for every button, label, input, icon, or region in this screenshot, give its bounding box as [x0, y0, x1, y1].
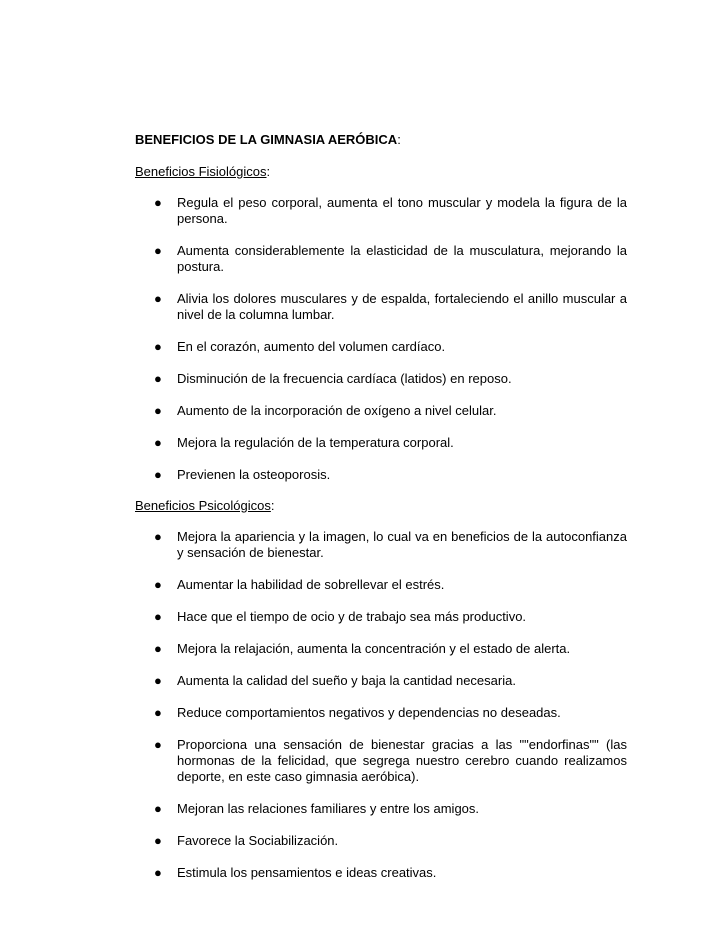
bullet-icon: ● — [154, 371, 162, 386]
list-item — [135, 403, 627, 419]
list-item — [135, 865, 627, 881]
list-item — [135, 371, 627, 387]
section-heading-colon: : — [266, 164, 271, 179]
section-heading-text: Beneficios Psicológicos — [135, 498, 271, 513]
section-heading — [135, 498, 627, 514]
bullet-icon: ● — [154, 833, 162, 848]
list-item — [135, 673, 627, 689]
list-item — [135, 195, 627, 227]
bullet-icon: ● — [154, 339, 162, 354]
bullet-icon: ● — [154, 737, 162, 752]
list-item-text: Proporciona una sensación de bienestar gracias a las ""endorfinas"" (las hormonas de la felicidad, que segrega nuestro cerebro cuando realizamos deporte, en este caso gimnasia aeróbica). — [177, 737, 627, 784]
section-heading-colon: : — [270, 498, 275, 513]
bullet-icon: ● — [154, 865, 162, 880]
section-heading — [135, 164, 627, 180]
bullet-icon: ● — [154, 467, 162, 482]
section-fisiologicos — [135, 164, 627, 483]
bullet-icon: ● — [154, 403, 162, 418]
bullet-icon: ● — [154, 529, 162, 544]
list-item — [135, 737, 627, 785]
list-item-text: Estimula los pensamientos e ideas creativas. — [177, 865, 437, 880]
list-item — [135, 291, 627, 323]
list-item — [135, 529, 627, 561]
bullet-icon: ● — [154, 609, 162, 624]
bullet-list — [135, 195, 627, 483]
bullet-icon: ● — [154, 577, 162, 592]
list-item — [135, 609, 627, 625]
list-item-text: Mejora la apariencia y la imagen, lo cual va en beneficios de la autoconfianza y sensación de bienestar. — [177, 529, 627, 560]
list-item-text: Alivia los dolores musculares y de espalda, fortaleciendo el anillo muscular a nivel de la columna lumbar. — [177, 291, 627, 322]
document-title-text: BENEFICIOS DE LA GIMNASIA AERÓBICA — [135, 132, 398, 147]
list-item-text: Favorece la Sociabilización. — [177, 833, 339, 848]
list-item-text: Aumenta la calidad del sueño y baja la cantidad necesaria. — [177, 673, 516, 688]
bullet-icon: ● — [154, 673, 162, 688]
list-item-text: Aumento de la incorporación de oxígeno a nivel celular. — [177, 403, 497, 418]
section-heading-text: Beneficios Fisiológicos — [135, 164, 267, 179]
list-item — [135, 577, 627, 593]
list-item-text: Aumenta considerablemente la elasticidad de la musculatura, mejorando la postura. — [177, 243, 627, 274]
list-item-text: Aumentar la habilidad de sobrellevar el estrés. — [177, 577, 445, 592]
list-item-text: En el corazón, aumento del volumen cardíaco. — [177, 339, 446, 354]
bullet-icon: ● — [154, 435, 162, 450]
list-item-text: Regula el peso corporal, aumenta el tono muscular y modela la figura de la persona. — [177, 195, 627, 226]
bullet-icon: ● — [154, 195, 162, 210]
bullet-icon: ● — [154, 641, 162, 656]
document-title-colon: : — [397, 132, 401, 147]
list-item — [135, 243, 627, 275]
section-psicologicos — [135, 498, 627, 881]
list-item — [135, 801, 627, 817]
list-item — [135, 467, 627, 483]
list-item — [135, 705, 627, 721]
list-item-text: Disminución de la frecuencia cardíaca (latidos) en reposo. — [177, 371, 512, 386]
bullet-icon: ● — [154, 291, 162, 306]
bullet-icon: ● — [154, 801, 162, 816]
list-item-text: Reduce comportamientos negativos y dependencias no deseadas. — [177, 705, 561, 720]
list-item — [135, 641, 627, 657]
list-item — [135, 435, 627, 451]
list-item-text: Mejora la regulación de la temperatura corporal. — [177, 435, 454, 450]
list-item — [135, 339, 627, 355]
list-item-text: Mejora la relajación, aumenta la concentración y el estado de alerta. — [177, 641, 571, 656]
list-item-text: Previenen la osteoporosis. — [177, 467, 331, 482]
bullet-icon: ● — [154, 705, 162, 720]
list-item — [135, 833, 627, 849]
document-title — [135, 132, 627, 148]
document-page — [135, 132, 627, 896]
list-item-text: Mejoran las relaciones familiares y entre los amigos. — [177, 801, 480, 816]
list-item-text: Hace que el tiempo de ocio y de trabajo sea más productivo. — [177, 609, 527, 624]
bullet-icon: ● — [154, 243, 162, 258]
bullet-list — [135, 529, 627, 881]
